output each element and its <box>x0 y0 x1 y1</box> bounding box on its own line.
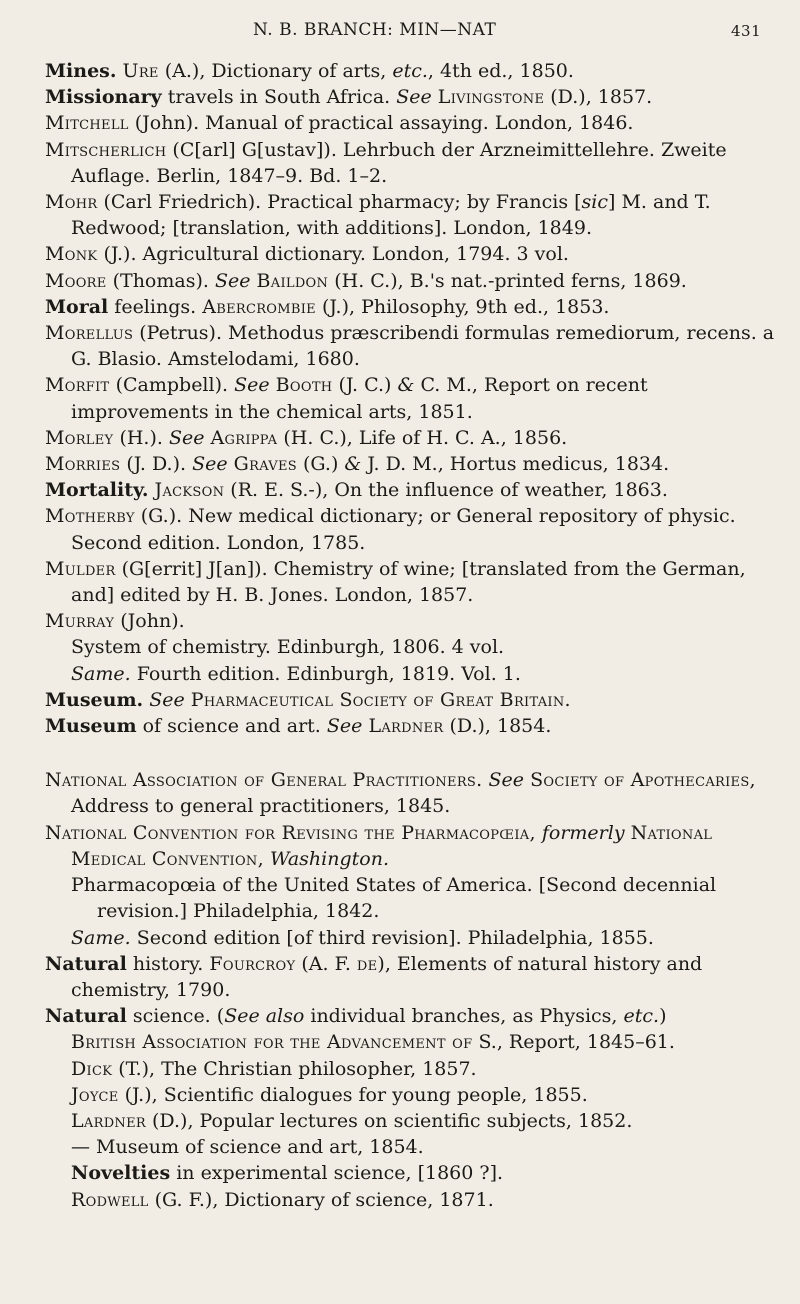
index-entry <box>45 425 789 451</box>
entry-text: individual branches, as Physics, <box>304 1005 624 1028</box>
entry-text: science. ( <box>126 1005 225 1028</box>
entry-text: Livingstone <box>437 86 545 109</box>
entry-text: See <box>192 453 228 476</box>
entry-text: Same. <box>71 926 131 949</box>
entry-text: Lardner <box>368 715 444 738</box>
index-subentry <box>71 1029 789 1055</box>
entry-text: (C[arl] G[ustav]). Lehrbuch der Arzneimittellehre. Zweite Auflage. Berlin, 1847–9. Bd. 1–2. <box>71 138 727 187</box>
entry-text: Society of Apothecaries <box>530 769 750 792</box>
entry-text: Fourth edition. Edinburgh, 1819. Vol. 1. <box>130 662 521 685</box>
entry-heading: Morley <box>45 426 114 449</box>
index-entry <box>45 687 789 713</box>
entry-heading: Natural <box>45 1005 127 1028</box>
entry-text: (R. E. S.-), On the influence of weather, 1863. <box>224 479 668 502</box>
entry-text: See <box>488 769 525 792</box>
entry-text: formerly <box>541 821 625 844</box>
entry-text: (John). Manual of practical assaying. London, 1846. <box>128 112 634 135</box>
entry-text: & <box>344 453 362 476</box>
entry-text: etc. <box>623 1005 660 1028</box>
entry-heading: Monk <box>45 243 98 266</box>
entry-text: Agrippa <box>210 426 278 449</box>
entry-text: history. <box>126 952 210 975</box>
entry-text: Dick <box>71 1057 113 1080</box>
entry-text: Abercrombie <box>202 295 316 318</box>
entry-text: J. D. M., Hortus medicus, 1834. <box>361 453 670 476</box>
entry-text: , Address to general practitioners, 1845. <box>71 769 756 818</box>
entry-heading: National Convention for Revising the Pharmacopœia, <box>45 821 536 844</box>
index-entry <box>45 320 789 372</box>
entry-text: See <box>234 374 270 397</box>
entry-text: (G. F.), Dictionary of science, 1871. <box>148 1188 494 1211</box>
entry-text: See <box>214 269 251 292</box>
entry-heading: Mines. <box>45 60 117 82</box>
entry-text: (J.). Agricultural dictionary. London, 1794. 3 vol. <box>97 243 569 266</box>
page-number: 431 <box>731 22 762 40</box>
entry-text: & <box>397 374 415 397</box>
entry-heading: Mitchell <box>45 112 129 135</box>
index-entry <box>45 820 789 872</box>
index-entry <box>45 608 789 634</box>
entry-heading: Natural <box>45 952 127 975</box>
index-entry <box>45 110 789 136</box>
index-subentry <box>71 1056 789 1082</box>
entry-text: C. M., Report on recent improvements in the chemical arts, 1851. <box>71 374 648 423</box>
entry-text: travels in South Africa. <box>161 86 397 109</box>
entry-text: (H. C.), Life of H. C. A., 1856. <box>277 426 568 449</box>
entry-text: (H. C.), B.'s nat.-printed ferns, 1869. <box>328 269 687 292</box>
entry-text: ), Elements of natural history and chemistry, 1790. <box>71 952 703 1001</box>
entry-text: (D.), 1854. <box>443 715 552 738</box>
index-entry <box>45 767 789 819</box>
entry-text: (J.), Philosophy, 9th ed., 1853. <box>315 295 610 318</box>
index-entry <box>45 556 789 608</box>
entry-heading: Mitscherlich <box>45 138 167 161</box>
entry-text: S., Report, 1845–61. <box>472 1031 675 1054</box>
entry-text: , 4th ed., 1850. <box>427 60 574 82</box>
entry-text: Rodwell <box>71 1188 149 1211</box>
entry-heading: Morellus <box>45 322 134 345</box>
entry-text: Lardner <box>71 1109 146 1132</box>
entry-text: of science and art. <box>136 715 327 738</box>
index-subentry <box>71 661 789 687</box>
index-entry <box>45 84 789 110</box>
entry-text: System of chemistry. Edinburgh, 1806. 4 vol. <box>71 636 505 659</box>
entry-heading: Morries <box>45 453 121 476</box>
entry-text: (G.) <box>296 453 345 476</box>
entry-text: Pharmaceutical Society of Great Britain. <box>190 688 571 711</box>
entry-text: ) <box>659 1005 667 1028</box>
entry-text: (T.), The Christian philosopher, 1857. <box>112 1057 477 1080</box>
index-subentry <box>71 1160 789 1186</box>
index-entry <box>45 477 789 503</box>
entry-text: etc. <box>392 60 428 82</box>
entry-heading: Mulder <box>45 557 116 580</box>
entry-text: Fourcroy <box>209 952 296 975</box>
entry-text: Booth <box>275 374 333 397</box>
entry-heading: Motherby <box>45 505 135 528</box>
index-entry <box>45 137 789 189</box>
entry-heading: Novelties <box>71 1162 171 1185</box>
index-entry <box>45 294 789 320</box>
index-entry <box>45 189 789 241</box>
index-subentry <box>71 1187 789 1213</box>
index-entry <box>45 268 789 294</box>
entry-text: (Petrus). Methodus præscribendi formulas remediorum, recens. a G. Blasio. Amstelodami, 1680. <box>71 322 775 371</box>
entry-text: British Association for the Advancement of <box>71 1031 473 1054</box>
entry-text: (A.), Dictionary of arts, <box>158 60 393 82</box>
entry-text: See <box>149 688 185 711</box>
index-entry <box>45 1003 789 1029</box>
section-gap <box>0 739 800 767</box>
index-subentry <box>71 925 789 951</box>
entry-text: (Carl Friedrich). Practical pharmacy; by Francis [ <box>97 191 582 214</box>
entry-text: (A. F. <box>295 952 357 975</box>
entry-heading: Missionary <box>45 86 162 109</box>
entry-text: National Medical Convention, <box>71 821 713 870</box>
entry-text: feelings. <box>108 295 203 318</box>
index-entry <box>45 241 789 267</box>
entry-text: (D.), Popular lectures on scientific subjects, 1852. <box>145 1109 633 1132</box>
entry-heading: Moral <box>45 295 109 318</box>
index-entries <box>0 58 800 1213</box>
entry-text: (Thomas). <box>106 269 215 292</box>
entry-heading: Mohr <box>45 191 98 214</box>
entry-heading: Murray <box>45 610 115 633</box>
entry-text: ] M. and T. Redwood; [translation, with additions]. London, 1849. <box>71 191 711 240</box>
header-title: N. B. BRANCH: MIN—NAT <box>253 20 497 40</box>
entry-text: (Campbell). <box>109 374 235 397</box>
index-subentry <box>71 872 789 924</box>
index-subentry <box>71 1082 789 1108</box>
entry-text: See also <box>224 1005 305 1028</box>
entry-heading: National Association of General Practitioners. <box>45 769 483 792</box>
index-entry <box>45 951 789 1003</box>
index-subentry <box>71 1134 789 1160</box>
entry-text: (H.). <box>113 426 169 449</box>
index-entry <box>45 503 789 555</box>
entry-heading: Museum <box>45 715 137 738</box>
entry-text: in experimental science, [1860 ?]. <box>170 1162 504 1185</box>
entry-heading: Morfit <box>45 374 110 397</box>
entry-text: Jackson <box>154 479 225 502</box>
entry-text: (J. C.) <box>332 374 398 397</box>
entry-text: Washington. <box>269 847 389 870</box>
index-entry <box>45 372 789 424</box>
entry-text: See <box>396 86 432 109</box>
running-header <box>0 18 800 48</box>
entry-text: Ure <box>122 60 159 82</box>
entry-text: Same. <box>71 662 131 685</box>
index-entry <box>45 451 789 477</box>
entry-text: sic <box>581 191 608 214</box>
entry-text: de <box>356 952 378 975</box>
entry-text: (J. D.). <box>120 453 193 476</box>
index-entry <box>45 713 789 739</box>
entry-text: (G[errit] J[an]). Chemistry of wine; [translated from the German, and] edited by H. B. Jones. London, 1857. <box>71 557 746 607</box>
entry-heading: Mortality. <box>45 479 149 502</box>
entry-text: (John). <box>114 610 185 633</box>
entry-text: Baildon <box>256 269 329 292</box>
index-entry <box>45 58 789 84</box>
index-subentry <box>71 634 789 660</box>
entry-text: Joyce <box>71 1083 119 1106</box>
entry-text: Graves <box>233 453 297 476</box>
entry-text: (J.), Scientific dialogues for young people, 1855. <box>118 1083 588 1106</box>
entry-heading: Museum. <box>45 688 144 711</box>
entry-text: See <box>326 715 363 738</box>
index-subentry <box>71 1108 789 1134</box>
entry-text: See <box>168 426 205 449</box>
entry-text: Pharmacopœia of the United States of America. [Second decennial revision.] Philadelphia, 1842. <box>71 874 717 923</box>
entry-text: (D.), 1857. <box>544 86 653 109</box>
entry-text: Second edition [of third revision]. Philadelphia, 1855. <box>130 926 654 949</box>
entry-text: — Museum of science and art, 1854. <box>71 1136 424 1159</box>
entry-text: (G.). New medical dictionary; or General repository of physic. Second edition. London, 1785. <box>71 505 736 554</box>
entry-heading: Moore <box>45 269 107 292</box>
